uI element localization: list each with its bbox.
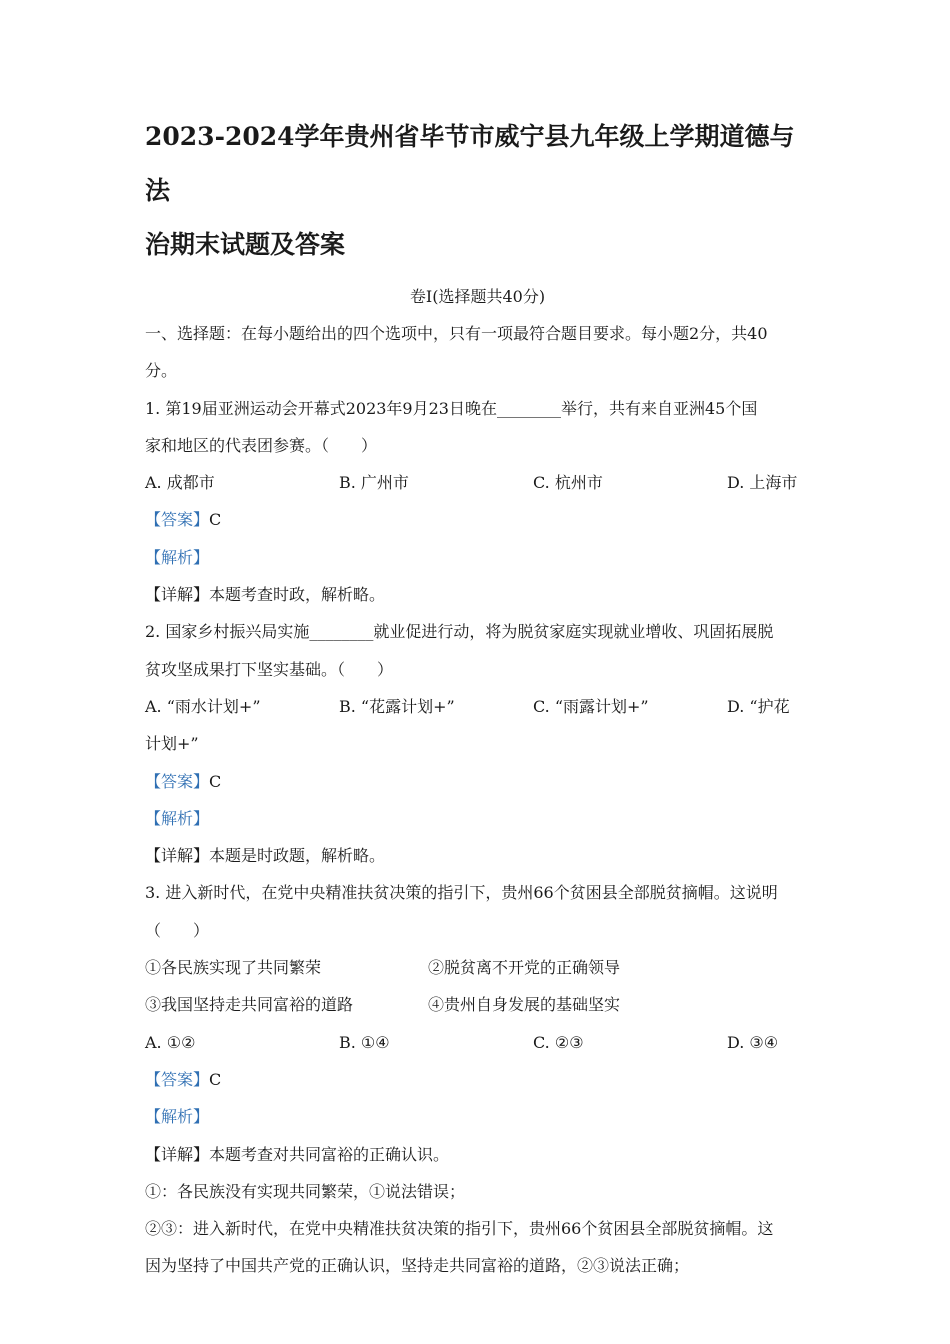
question-1-option-b: B. 广州市 [339,473,409,493]
question-3-stem-line-1: 3. 进入新时代，在党中央精准扶贫决策的指引下，贵州66个贫困县全部脱贫摘帽。这说明 [145,883,778,903]
title-line-1: 2023-2024学年贵州省毕节市威宁县九年级上学期道德与法 [145,122,795,205]
question-1-detail [145,576,810,613]
question-3-statement-1: ①各民族实现了共同繁荣 [145,958,322,978]
document-title [145,110,810,272]
detail-text: 本题考查对共同富裕的正确认识。 [209,1144,450,1164]
question-2-option-c: C. “雨露计划+” [533,696,649,716]
question-1-option-c: C. 杭州市 [533,473,603,493]
question-3-option-b: B. ①④ [339,1032,390,1052]
question-1-stem-line-1: 1. 第19届亚洲运动会开幕式2023年9月23日晚在________举行，共有来自亚洲45个国 [145,398,758,418]
question-3 [145,874,810,1284]
question-1-options [145,464,810,501]
detail-tag: 【详解】 [145,846,210,866]
answer-value: C [209,1069,222,1089]
question-1 [145,390,810,614]
question-3-analysis [145,1098,810,1135]
question-2-options [145,688,810,725]
question-3-option-d: D. ③④ [727,1032,779,1052]
detail-text: 本题是时政题，解析略。 [209,846,386,866]
question-2-option-a: A. “雨水计划+” [145,696,261,716]
question-2-analysis [145,800,810,837]
title-line-2: 治期末试题及答案 [145,230,346,259]
question-2-option-d-continued: 计划+” [145,734,199,754]
analysis-tag: 【解析】 [145,1107,210,1127]
question-2-answer [145,763,810,800]
question-3-explanation-2-line-1: ②③：进入新时代，在党中央精准扶贫决策的指引下，贵州66个贫困县全部脱贫摘帽。这 [145,1219,774,1239]
question-1-option-a: A. 成都市 [145,473,215,493]
question-3-statement-2: ②脱贫离不开党的正确领导 [428,958,621,978]
question-2-option-b: B. “花露计划+” [339,696,455,716]
question-1-analysis [145,539,810,576]
question-3-options [145,1024,810,1061]
question-3-detail [145,1136,810,1173]
answer-tag: 【答案】 [145,771,210,791]
question-3-option-c: C. ②③ [533,1032,584,1052]
detail-tag: 【详解】 [145,1144,210,1164]
question-3-option-a: A. ①② [145,1032,196,1052]
question-2-stem-line-1: 2. 国家乡村振兴局实施________就业促进行动，将为脱贫家庭实现就业增收、巩固拓展脱 [145,622,774,642]
section-subtitle: 卷Ⅰ(选择题共40分) [409,287,546,306]
question-3-statements-row-2 [145,986,810,1023]
answer-value: C [209,771,222,791]
detail-tag: 【详解】 [145,585,210,605]
question-2-option-d: D. “护花 [727,696,790,716]
question-1-stem-line-2: 家和地区的代表团参赛。（ ） [145,435,378,455]
question-3-stem-line-2: （ ） [145,920,210,940]
question-3-answer [145,1061,810,1098]
question-3-statement-4: ④贵州自身发展的基础坚实 [428,995,621,1015]
question-1-option-d: D. 上海市 [727,473,798,493]
answer-tag: 【答案】 [145,510,210,530]
question-2-detail [145,837,810,874]
question-2-stem-line-2: 贫攻坚成果打下坚实基础。（ ） [145,659,394,679]
section-instruction-line-1: 一、选择题：在每小题给出的四个选项中，只有一项最符合题目要求。每小题2分，共40 [145,324,768,343]
analysis-tag: 【解析】 [145,547,210,567]
analysis-tag: 【解析】 [145,808,210,828]
answer-tag: 【答案】 [145,1069,210,1089]
detail-text: 本题考查时政，解析略。 [209,585,386,605]
question-2 [145,613,810,874]
question-3-explanation-2-line-2: 因为坚持了中国共产党的正确认识，坚持走共同富裕的道路，②③说法正确； [145,1256,690,1276]
section-instruction-line-2: 分。 [145,361,178,381]
question-3-explanation-1: ①：各民族没有实现共同繁荣，①说法错误； [145,1181,466,1201]
question-3-statement-3: ③我国坚持走共同富裕的道路 [145,995,354,1015]
answer-value: C [209,510,222,530]
question-1-answer [145,501,810,538]
question-3-statements-row-1 [145,949,810,986]
